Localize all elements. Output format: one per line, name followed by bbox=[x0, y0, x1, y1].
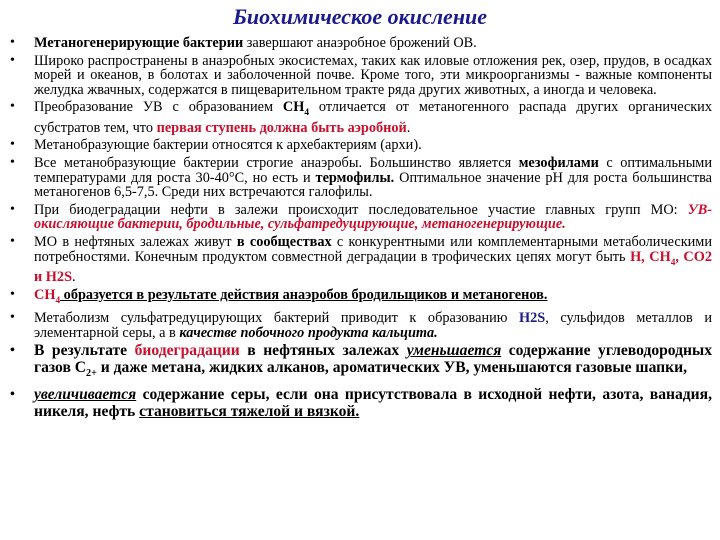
bullet-list bbox=[8, 36, 712, 425]
list-item: • Метаногенерирующие бактерии завершают анаэробное брожений ОВ. bbox=[8, 36, 712, 51]
list-item: • Преобразование УВ с образованием $CH_4$ отличается от метаногенного распада других органических субстратов тем, что первая ступень должна быть аэробной. bbox=[8, 100, 712, 135]
highlight-text: первая ступень должна быть аэробной bbox=[156, 119, 407, 136]
list-item: • увеличивается содержание серы, если она присутствовала в исходной нефти, азота, ванадия, никеля, нефть становиться тяжелой и вязкой. bbox=[8, 387, 712, 420]
list-item: • $CH_4$ образуется в результате действия анаэробов бродильщиков и метаногенов. bbox=[8, 288, 712, 308]
list-item: • Все метанобразующие бактерии строгие анаэробы. Большинство является мезофилами с оптимальными температурами для роста 30-40°С, но есть и термофилы. Оптимальное значение pH для роста большинства метаногенов 6,5-7,5. Среди них встречаются галофилы. bbox=[8, 156, 712, 200]
list-item: • Метанобразующие бактерии относятся к архебактериям (архи). bbox=[8, 138, 712, 153]
term: Метаногенерирующие бактерии bbox=[34, 35, 244, 51]
highlight-text: УВ-окисляющие бактерии, бродильные, сульфатредуцирующие, метаногенерирующие. bbox=[34, 201, 712, 233]
list-item: • В результате биодеградации в нефтяных залежах уменьшается содержание углеводородных газов $C_{2+}$ и даже метана, жидких алканов, ароматических УВ, уменьшаются газовые шапки, bbox=[8, 343, 712, 382]
list-item: • Метаболизм сульфатредуцирующих бактерий приводит к образованию H2S, сульфидов металлов и элементарной серы, а в качестве побочного продукта кальцита. bbox=[8, 311, 712, 340]
list-item: • Широко распространены в анаэробных экосистемах, таких как иловые отложения рек, озер, прудов, в осадках морей и океанов, в болотах и заболоченной почве. Кроме того, эти микроорганизмы - важные компоненты желудка жвачных, содержатся в пищеварительном тракте ряда других животных, а иногда и человека. bbox=[8, 54, 712, 98]
list-item: • При биодеградации нефти в залежи происходит последовательное участие главных групп МО: УВ-окисляющие бактерии, бродильные, сульфатредуцирующие, метаногенерирующие. bbox=[8, 203, 712, 232]
slide-title: Биохимическое окисление bbox=[232, 4, 488, 29]
list-item: • МО в нефтяных залежах живут в сообществах с конкурентными или комплементарными метаболическими потребностями. Конечным продуктом совместной деградации в трофических цепях могут быть H, $CH_4$, CO2 и H2S. bbox=[8, 235, 712, 285]
